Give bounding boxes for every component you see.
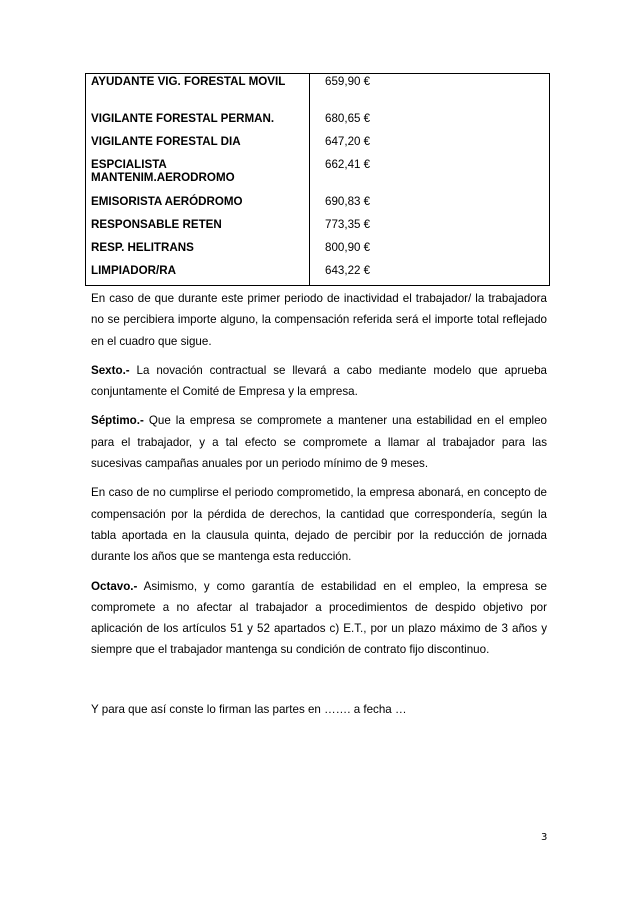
table-row: [86, 74, 550, 111]
document-body: [91, 288, 547, 669]
paragraph-octavo: [91, 576, 547, 661]
clause-heading-sexto: Sexto.-: [91, 363, 130, 377]
table-row: [86, 194, 550, 217]
clause-heading-septimo: Séptimo.-: [91, 414, 144, 428]
amount-cell: 659,90 €: [310, 74, 550, 111]
category-cell: RESPONSABLE RETEN: [86, 217, 310, 240]
category-cell: EMISORISTA AERÓDROMO: [86, 194, 310, 217]
category-cell: LIMPIADOR/RA: [86, 263, 310, 286]
paragraph-septimo: [91, 410, 547, 474]
clause-heading-octavo: Octavo.-: [91, 579, 138, 593]
salary-table: [85, 73, 550, 286]
table-row: [86, 111, 550, 134]
paragraph-sexto: [91, 360, 547, 403]
category-cell: RESP. HELITRANS: [86, 240, 310, 263]
table-row: [86, 240, 550, 263]
table-row: [86, 157, 550, 194]
amount-cell: 800,90 €: [310, 240, 550, 263]
amount-cell: 662,41 €: [310, 157, 550, 194]
page-number: 3: [541, 832, 548, 843]
amount-cell: 647,20 €: [310, 134, 550, 157]
table-row: [86, 263, 550, 286]
category-cell: ESPCIALISTA MANTENIM.AERODROMO: [86, 157, 310, 194]
clause-text-octavo: Asimismo, y como garantía de estabilidad en el empleo, la empresa se compromete a no afectar al trabajador a procedimientos de despido objetivo por aplicación de los artículos 51 y 52 apartados c) E.T., por un plazo máximo de 3 años y siempre que el trabajador mantenga su condición de contrato fijo discontinuo.: [91, 579, 547, 657]
amount-cell: 690,83 €: [310, 194, 550, 217]
category-cell: AYUDANTE VIG. FORESTAL MOVIL: [86, 74, 310, 111]
category-cell: VIGILANTE FORESTAL PERMAN.: [86, 111, 310, 134]
table-row: [86, 134, 550, 157]
category-cell: VIGILANTE FORESTAL DIA: [86, 134, 310, 157]
closing-line: Y para que así conste lo firman las partes en ……. a fecha …: [91, 703, 407, 716]
clause-text-septimo: Que la empresa se compromete a mantener una estabilidad en el empleo para el trabajador, y a tal efecto se compromete a llamar al trabajador para las sucesivas campañas anuales por un periodo mínimo de 9 meses.: [91, 414, 547, 471]
clause-text-sexto: La novación contractual se llevará a cabo mediante modelo que aprueba conjuntamente el Comité de Empresa y la empresa.: [91, 363, 547, 399]
amount-cell: 643,22 €: [310, 263, 550, 286]
amount-cell: 680,65 €: [310, 111, 550, 134]
paragraph-compensation: En caso de que durante este primer periodo de inactividad el trabajador/ la trabajadora no se percibiera importe alguno, la compensación referida será el importe total reflejado en el cuadro que sigue.: [91, 292, 547, 348]
table-row: [86, 217, 550, 240]
amount-cell: 773,35 €: [310, 217, 550, 240]
paragraph-incumplimiento: En caso de no cumplirse el periodo comprometido, la empresa abonará, en concepto de compensación por la pérdida de derechos, la cantidad que correspondería, según la tabla aportada en la clausula quinta, dejado de percibir por la reducción de jornada durante los años que se mantenga esta reducción.: [91, 486, 547, 564]
